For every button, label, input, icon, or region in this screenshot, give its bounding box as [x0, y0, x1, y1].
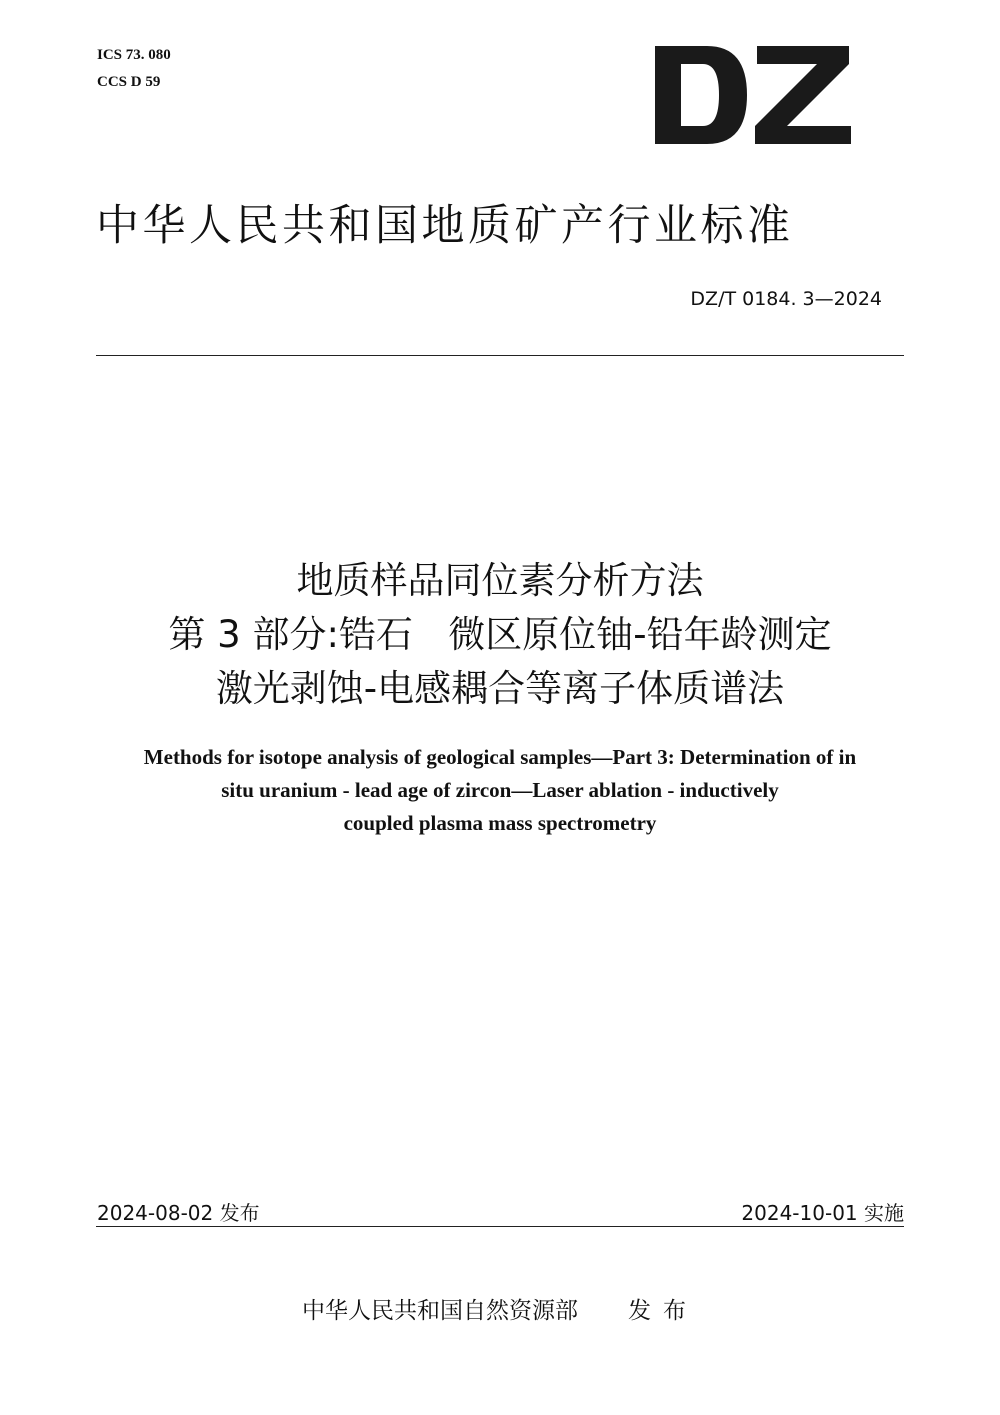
standard-number: DZ/T 0184. 3—2024: [690, 288, 882, 310]
top-divider: [96, 355, 904, 356]
bottom-divider: [96, 1226, 904, 1227]
title-en-line-2: situ uranium - lead age of zircon—Laser ablation - inductively: [221, 778, 779, 802]
title-en-line-3: coupled plasma mass spectrometry: [343, 811, 657, 835]
publisher-line: [0, 1292, 1000, 1325]
publisher-verb: 发布: [628, 1298, 698, 1324]
title-zh-line-3: 激光剥蚀-电感耦合等离子体质谱法: [215, 667, 785, 710]
title-en-line-1: Methods for isotope analysis of geological samples—Part 3: Determination of in: [143, 745, 857, 769]
ics-code: ICS 73. 080: [97, 47, 171, 63]
implementation-date: 2024-10-01 实施: [741, 1201, 904, 1225]
issue-date: 2024-08-02 发布: [97, 1201, 260, 1225]
org-title: 中华人民共和国地质矿产行业标准: [96, 201, 794, 251]
title-zh-line-1: 地质样品同位素分析方法: [296, 559, 704, 602]
title-zh-line-2: 第 3 部分:锆石 微区原位铀-铅年龄测定: [168, 613, 832, 656]
ccs-code: CCS D 59: [97, 74, 161, 90]
dz-logo: [655, 46, 851, 144]
publisher-name: 中华人民共和国自然资源部: [302, 1298, 578, 1324]
logo-letter-d: [655, 46, 747, 144]
logo-letter-z: [755, 46, 851, 144]
